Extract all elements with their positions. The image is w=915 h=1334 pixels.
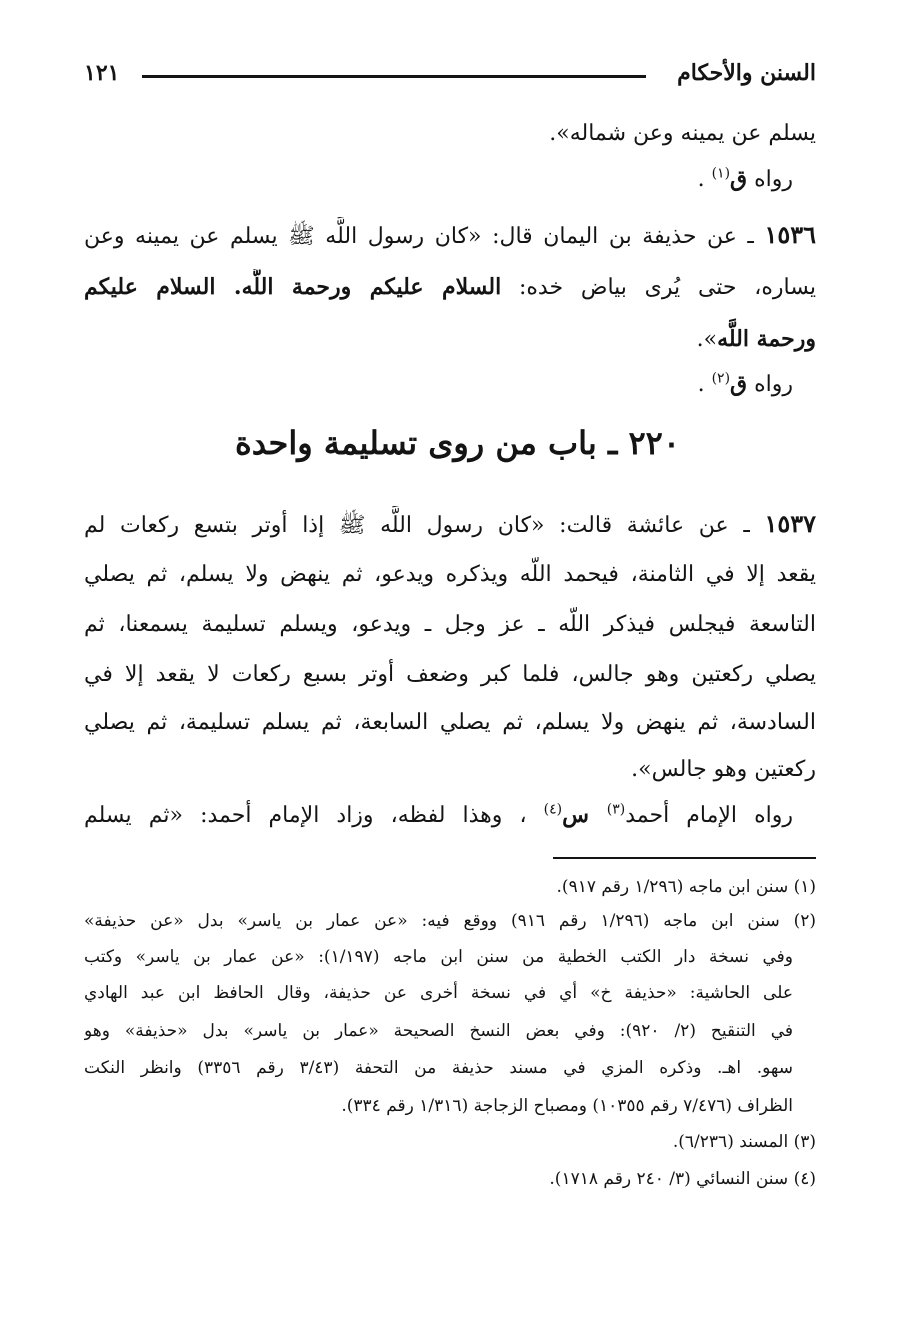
text-line bbox=[84, 321, 816, 358]
line-text: ، وهذا لفظه، وزاد الإمام أحمد: «ثم يسلم bbox=[84, 803, 544, 828]
footnote-text: في التنقيح (٢/ ٩٢٠): وفي بعض النسخ الصحيحة «عمار بن ياسر» بدل «حذيفة» وهو bbox=[84, 1021, 793, 1041]
line-text: السادسة، ثم ينهض ولا يسلم، ثم يصلي السابعة، ثم يسلم تسليمة، ثم يصلي bbox=[84, 710, 816, 735]
line-text: يقعد إلا في الثامنة، فيحمد اللَّه ويذكره ويدعو، ثم ينهض ولا يسلم، ثم يصلي bbox=[84, 562, 816, 587]
line-text: ». bbox=[696, 327, 718, 352]
text-line bbox=[84, 705, 816, 741]
citation-suffix: . bbox=[697, 372, 712, 397]
footnote-text: (١) سنن ابن ماجه (١/٢٩٦ رقم ٩١٧). bbox=[556, 877, 816, 897]
footnote-text: وفي نسخة دار الكتب الخطية من سنن ابن ماجه (١/١٩٧): «عن عمار بن ياسر» وكتب bbox=[84, 947, 793, 967]
text-line bbox=[84, 657, 816, 693]
citation-prefix: رواه bbox=[747, 167, 793, 192]
citation-line bbox=[84, 797, 793, 833]
text-line bbox=[84, 269, 816, 305]
bold-text: السلام عليكم ورحمة اللَّه. السلام عليكم bbox=[84, 274, 502, 300]
footnote-continuation bbox=[84, 978, 793, 1009]
text-line bbox=[84, 752, 816, 788]
footnote-continuation bbox=[84, 1053, 793, 1084]
header-rule bbox=[142, 75, 646, 78]
footnote bbox=[84, 1127, 816, 1158]
footnote-continuation bbox=[84, 942, 793, 973]
citation-source: ق bbox=[730, 371, 748, 397]
footnote-text: (٤) سنن النسائي (٣/ ٢٤٠ رقم ١٧١٨). bbox=[549, 1169, 816, 1189]
footnote bbox=[84, 1164, 816, 1195]
text-line bbox=[84, 607, 816, 643]
footnote-continuation bbox=[84, 1016, 793, 1047]
page-number: ١٢١ bbox=[84, 60, 120, 86]
footnote-ref: (٣) bbox=[606, 801, 626, 818]
running-title: السنن والأحكام bbox=[677, 60, 816, 86]
citation-prefix: رواه bbox=[747, 372, 793, 397]
footnote-ref: (٤) bbox=[543, 801, 563, 818]
footnote-text: على الحاشية: «حذيفة خ» أي في نسخة أخرى عن حذيفة، وقال الحافظ ابن عبد الهادي bbox=[84, 983, 793, 1003]
footnote-ref: (١) bbox=[711, 165, 731, 182]
citation-prefix: رواه الإمام أحمد bbox=[625, 803, 793, 828]
citation-line bbox=[84, 161, 793, 198]
citation-source: س bbox=[562, 802, 607, 828]
line-text: يسلم عن يمينه وعن شماله». bbox=[549, 121, 816, 146]
line-text: ـ عن عائشة قالت: «كان رسول اللَّه ﷺ إذا أوتر بتسع ركعات لم bbox=[84, 513, 765, 538]
hadith-1536-line bbox=[84, 217, 816, 253]
hadith-number: ١٥٣٧ bbox=[764, 509, 816, 538]
text-line bbox=[84, 116, 816, 152]
citation-line bbox=[84, 366, 793, 403]
line-text: التاسعة فيجلس فيذكر اللَّه ـ عز وجل ـ ويدعو، ويسلم تسليمة يسمعنا، ثم bbox=[84, 612, 816, 637]
chapter-heading: ٢٢٠ ـ باب من روى تسليمة واحدة bbox=[234, 424, 681, 462]
hadith-1537-line bbox=[84, 506, 816, 542]
footnote-text: (٢) سنن ابن ماجه (١/٢٩٦ رقم ٩١٦) ووقع فيه: «عن عمار بن ياسر» بدل «عن حذيفة» bbox=[84, 911, 816, 931]
line-text: يساره، حتى يُرى بياض خده: bbox=[501, 275, 816, 300]
line-text: يصلي ركعتين وهو جالس، فلما كبر وضعف أوتر بسبع ركعات لا يقعد إلا في bbox=[84, 662, 816, 687]
citation-suffix: . bbox=[697, 167, 712, 192]
footnote-text: (٣) المسند (٦/٢٣٦). bbox=[672, 1132, 816, 1152]
text-line bbox=[84, 557, 816, 593]
footnote-continuation bbox=[84, 1091, 793, 1122]
citation-source: ق bbox=[730, 166, 748, 192]
footnote-text: الظراف (٧/٤٧٦ رقم ١٠٣٥٥) ومصباح الزجاجة (١/٣١٦ رقم ٣٣٤). bbox=[341, 1096, 793, 1116]
footnote-text: سهو. اهـ. وذكره المزي في مسند حذيفة من التحفة (٣/٤٣ رقم ٣٣٥٦) وانظر النكت bbox=[84, 1058, 793, 1078]
footnote bbox=[84, 906, 816, 937]
bold-text: ورحمة اللَّه bbox=[717, 326, 816, 352]
footnote bbox=[84, 872, 816, 903]
page-header bbox=[84, 60, 816, 90]
footnote-ref: (٢) bbox=[711, 370, 731, 387]
line-text: ركعتين وهو جالس». bbox=[631, 757, 816, 782]
hadith-number: ١٥٣٦ bbox=[764, 220, 816, 249]
footnote-rule bbox=[553, 857, 816, 859]
line-text: ـ عن حذيفة بن اليمان قال: «كان رسول اللَّه ﷺ يسلم عن يمينه وعن bbox=[84, 224, 765, 249]
